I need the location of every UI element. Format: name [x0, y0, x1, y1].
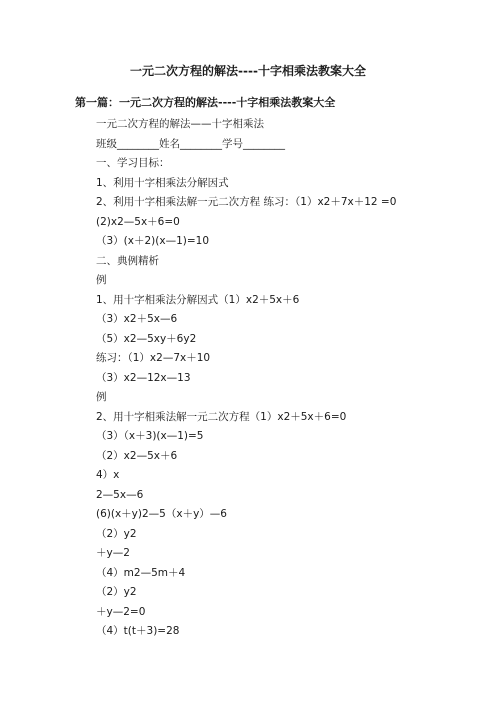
text-line: (6)(x＋y)2—5（x＋y）—6 [96, 508, 227, 520]
text-line: （2）y2 [96, 527, 137, 540]
document-body [96, 115, 486, 642]
text-line: 二、典例精析 [96, 254, 159, 267]
text-line: 例 [96, 274, 107, 286]
text-line: （3）x2—12x—13 [96, 371, 191, 384]
text-line: （3）(x＋2)(x—1)=10 [96, 235, 210, 247]
text-line: 2、用十字相乘法解一元二次方程（1）x2＋5x＋6=0 [96, 410, 347, 423]
text-line: （5）x2—5xy＋6y2 [96, 332, 197, 345]
text-line: 一、学习目标： [96, 157, 170, 169]
text-line: 2—5x—6 [96, 488, 144, 501]
text-line: 一元二次方程的解法——十字相乘法 [96, 118, 264, 130]
text-line: (2)x2—5x＋6=0 [96, 215, 180, 228]
text-line: 练习：（1）x2—7x＋10 [96, 352, 211, 364]
text-line: 例 [96, 391, 107, 403]
text-line: 1、利用十字相乘法分解因式 [96, 176, 229, 189]
text-line: ＋y—2 [96, 547, 130, 559]
text-line: （2）x2—5x＋6 [96, 449, 178, 462]
text-line: （4）t(t＋3)=28 [96, 625, 180, 637]
text-line: （4）m2—5m＋4 [96, 566, 186, 579]
text-line: 4）x [96, 469, 120, 481]
text-line: ＋y—2=0 [96, 605, 146, 618]
section-title: 第一篇：一元二次方程的解法----十字相乘法教案大全 [75, 96, 336, 109]
text-line: 班级________姓名________学号________ [96, 137, 285, 150]
text-line: （3）（x＋3)(x—1)=5 [96, 430, 204, 442]
text-line: （3）x2＋5x—6 [96, 313, 178, 325]
text-line: 1、用十字相乘法分解因式（1）x2＋5x＋6 [96, 293, 300, 306]
document-title: 一元二次方程的解法----十字相乘法教案大全 [130, 64, 366, 78]
text-line: （2）y2 [96, 586, 137, 598]
text-line: 2、利用十字相乘法解一元二次方程 练习：（1）x2＋7x＋12 =0 [96, 196, 397, 208]
